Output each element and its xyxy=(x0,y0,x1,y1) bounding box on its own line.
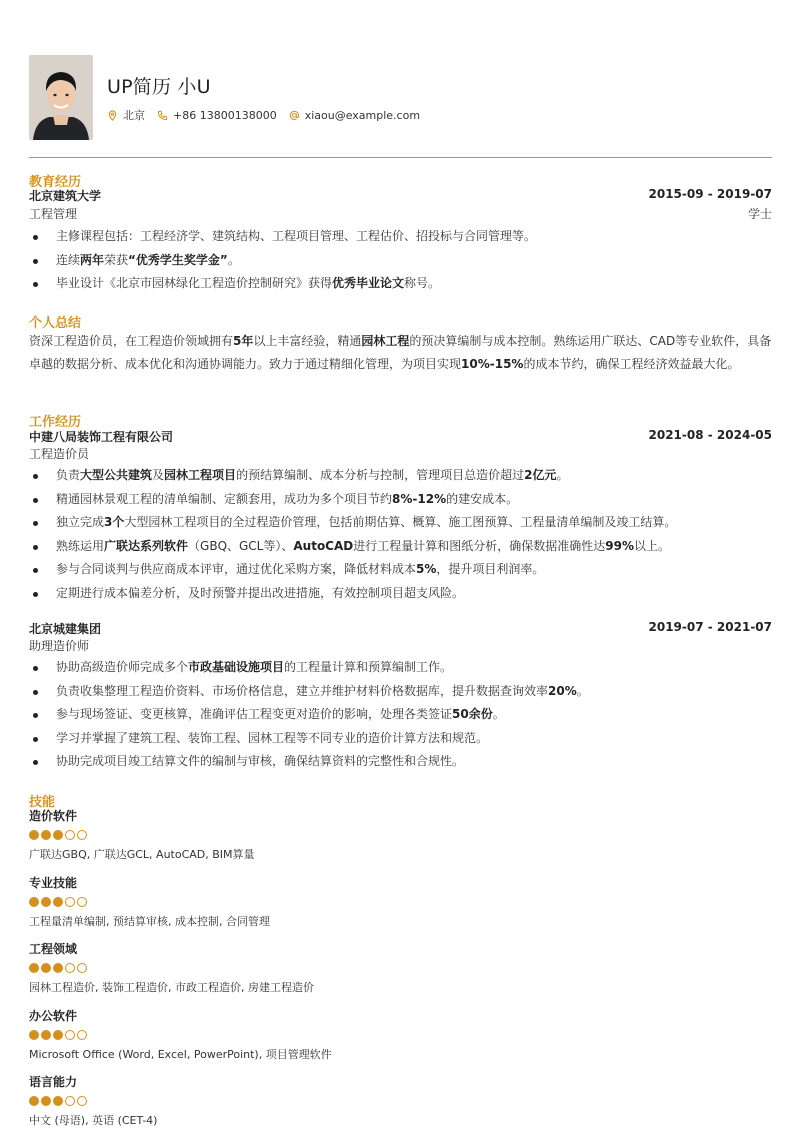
level-dot-filled xyxy=(29,830,39,840)
level-dot-filled xyxy=(53,1030,63,1040)
skill-level-dots xyxy=(29,1030,772,1041)
skill-description: Microsoft Office (Word, Excel, PowerPoint), 项目管理软件 xyxy=(29,1047,332,1061)
avatar xyxy=(29,55,93,140)
contact-email xyxy=(289,109,420,122)
level-dot-filled xyxy=(29,1096,39,1106)
education-period: 2015-09 - 2019-07 xyxy=(648,187,772,201)
skill-item xyxy=(29,807,772,863)
job-header-row xyxy=(29,620,772,637)
skill-description: 工程量清单编制, 预结算审核, 成本控制, 合同管理 xyxy=(29,914,270,928)
level-dot-filled xyxy=(53,963,63,973)
level-dot-filled xyxy=(53,830,63,840)
education-header-row xyxy=(29,187,772,204)
school-name: 北京建筑大学 xyxy=(29,189,102,203)
bullet-item: 连续两年荣获“优秀学生奖学金”。 xyxy=(29,249,772,273)
section-title-summary: 个人总结 xyxy=(29,316,82,331)
skill-level-dots xyxy=(29,1096,772,1107)
section-title-work: 工作经历 xyxy=(29,415,82,430)
emphasis: 两年 xyxy=(80,252,105,267)
candidate-name: UP简历 小U xyxy=(107,76,211,98)
level-dot-empty xyxy=(65,1096,75,1106)
emphasis: 5% xyxy=(416,562,437,576)
emphasis: 10%-15% xyxy=(461,357,524,371)
bullet-item: 定期进行成本偏差分析，及时预警并提出改进措施，有效控制项目超支风险。 xyxy=(29,582,772,606)
skill-level-dots xyxy=(29,963,772,974)
level-dot-filled xyxy=(53,1096,63,1106)
bullet-item: 协助高级造价师完成多个市政基础设施项目的工程量计算和预算编制工作。 xyxy=(29,656,772,680)
bullet-item: 熟练运用广联达系列软件（GBQ、GCL等）、AutoCAD进行工程量计算和图纸分析，确保数据准确性达99%以上。 xyxy=(29,535,772,559)
level-dot-empty xyxy=(77,1096,87,1106)
level-dot-filled xyxy=(29,1030,39,1040)
level-dot-empty xyxy=(65,897,75,907)
education-sub-row xyxy=(29,205,772,222)
skill-level-dots xyxy=(29,830,772,841)
job-bullets xyxy=(29,464,772,605)
skill-description: 中文 (母语), 英语 (CET-4) xyxy=(29,1114,158,1127)
job-period: 2021-08 - 2024-05 xyxy=(648,428,772,442)
bullet-item: 精通园林景观工程的清单编制、定额套用，成功为多个项目节约8%-12%的建安成本。 xyxy=(29,488,772,512)
emphasis: 大型公共建筑 xyxy=(80,468,153,482)
level-dot-filled xyxy=(41,1096,51,1106)
education-bullets xyxy=(29,225,772,296)
emphasis: AutoCAD xyxy=(293,538,354,553)
skill-name: 专业技能 xyxy=(29,875,78,890)
level-dot-empty xyxy=(77,1030,87,1040)
skill-item xyxy=(29,1007,772,1063)
at-sign-icon xyxy=(289,110,300,121)
bullet-item: 负责大型公共建筑及园林工程项目的预结算编制、成本分析与控制，管理项目总造价超过2亿元。 xyxy=(29,464,772,488)
level-dot-empty xyxy=(77,897,87,907)
emphasis: 3个 xyxy=(104,515,125,529)
job-role-row xyxy=(29,445,772,462)
major: 工程管理 xyxy=(29,207,78,221)
contact-location xyxy=(107,107,145,123)
level-dot-filled xyxy=(41,830,51,840)
skill-item xyxy=(29,874,772,930)
skill-description: 广联达GBQ, 广联达GCL, AutoCAD, BIM算量 xyxy=(29,848,255,861)
bullet-item: 主修课程包括：工程经济学、建筑结构、工程项目管理、工程估价、招投标与合同管理等。 xyxy=(29,225,772,249)
job-header-row xyxy=(29,428,772,445)
level-dot-empty xyxy=(65,1030,75,1040)
emphasis: 园林工程 xyxy=(361,334,410,348)
level-dot-filled xyxy=(41,963,51,973)
emphasis: 20% xyxy=(548,683,577,698)
emphasis: 5年 xyxy=(233,334,254,348)
skill-name: 造价软件 xyxy=(29,809,78,823)
section-title-skills: 技能 xyxy=(29,795,56,810)
emphasis: 99% xyxy=(605,538,634,553)
level-dot-filled xyxy=(29,897,39,907)
job-role-row xyxy=(29,637,772,654)
location-pin-icon xyxy=(107,110,118,121)
section-title-education: 教育经历 xyxy=(29,175,82,190)
summary-text: 资深工程造价员，在工程造价领域拥有5年以上丰富经验，精通园林工程的预决算编制与成本控制。熟练运用广联达、CAD等专业软件，具备卓越的数据分析、成本优化和沟通协调能力。致力于通过精细化管理，为项目实现10%-15%的成本节约，确保工程经济效益最大化。 xyxy=(29,334,772,371)
header-divider xyxy=(29,157,772,158)
emphasis: 50余份 xyxy=(452,707,493,721)
bullet-item: 负责收集整理工程造价资料、市场价格信息，建立并维护材料价格数据库，提升数据查询效率20%。 xyxy=(29,680,772,704)
emphasis: 市政基础设施项目 xyxy=(188,660,285,674)
emphasis: 园林工程项目 xyxy=(164,468,237,482)
skill-name: 工程领域 xyxy=(29,942,78,956)
email-text: xiaou@example.com xyxy=(304,108,421,122)
level-dot-empty xyxy=(77,963,87,973)
bullet-item: 毕业设计《北京市园林绿化工程造价控制研究》获得优秀毕业论文称号。 xyxy=(29,272,772,296)
level-dot-filled xyxy=(53,897,63,907)
level-dot-filled xyxy=(29,963,39,973)
emphasis: 优秀毕业论文 xyxy=(332,276,405,290)
location-text: 北京 xyxy=(123,109,145,122)
resume-header xyxy=(29,55,772,141)
bullet-item: 独立完成3个大型园林工程项目的全过程造价管理，包括前期估算、概算、施工图预算、工程量清单编制及竣工结算。 xyxy=(29,511,772,535)
contact-phone xyxy=(157,109,277,122)
emphasis: 2亿元 xyxy=(524,468,557,482)
skill-item xyxy=(29,1073,772,1129)
emphasis: “优秀学生奖学金” xyxy=(128,252,228,267)
bullet-item: 参与现场签证、变更核算，准确评估工程变更对造价的影响，处理各类签证50余份。 xyxy=(29,703,772,727)
phone-text: +86 13800138000 xyxy=(173,108,277,122)
level-dot-empty xyxy=(77,830,87,840)
job-role: 工程造价员 xyxy=(29,447,90,461)
skill-description: 园林工程造价, 装饰工程造价, 市政工程造价, 房建工程造价 xyxy=(29,981,314,994)
bullet-item: 协助完成项目竣工结算文件的编制与审核，确保结算资料的完整性和合规性。 xyxy=(29,750,772,774)
phone-icon xyxy=(157,110,168,121)
level-dot-filled xyxy=(41,897,51,907)
level-dot-empty xyxy=(65,963,75,973)
bullet-item: 参与合同谈判与供应商成本评审，通过优化采购方案，降低材料成本5%，提升项目利润率。 xyxy=(29,558,772,582)
level-dot-empty xyxy=(65,830,75,840)
job-period: 2019-07 - 2021-07 xyxy=(648,620,772,634)
level-dot-filled xyxy=(41,1030,51,1040)
skill-name: 办公软件 xyxy=(29,1008,78,1023)
skill-level-dots xyxy=(29,897,772,908)
skill-name: 语言能力 xyxy=(29,1075,78,1089)
emphasis: 8%-12% xyxy=(392,491,447,506)
company-name: 中建八局装饰工程有限公司 xyxy=(29,430,174,444)
contact-info xyxy=(107,107,432,123)
job-bullets xyxy=(29,656,772,774)
bullet-item: 学习并掌握了建筑工程、装饰工程、园林工程等不同专业的造价计算方法和规范。 xyxy=(29,727,772,751)
company-name: 北京城建集团 xyxy=(29,622,102,636)
skill-item xyxy=(29,940,772,996)
emphasis: 广联达系列软件 xyxy=(104,538,189,553)
degree: 学士 xyxy=(747,207,772,221)
job-role: 助理造价师 xyxy=(29,639,90,653)
